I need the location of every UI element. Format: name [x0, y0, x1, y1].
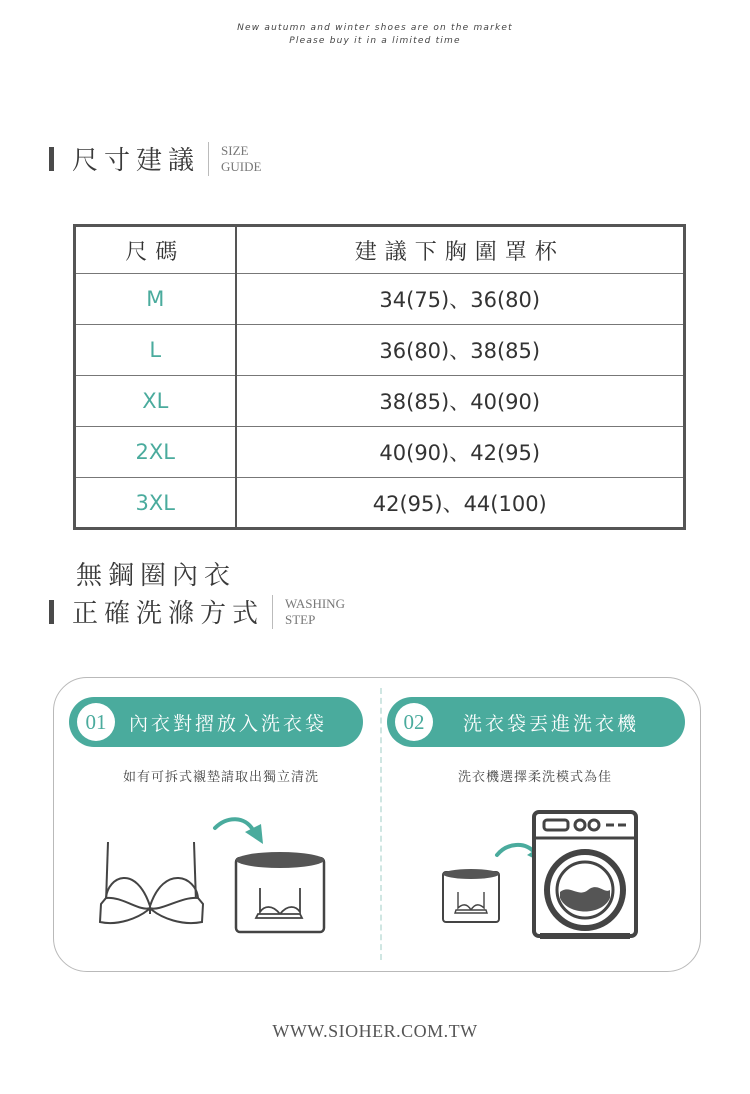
washing-machine-icon	[530, 808, 640, 942]
tagline-line-2: Please buy it in a limited time	[289, 36, 461, 46]
column-header-band: 建議下胸圍罩杯	[236, 226, 685, 274]
table-row	[75, 427, 685, 478]
size-cell: M	[75, 274, 236, 325]
heading-bar	[49, 600, 54, 624]
heading-bar	[49, 147, 54, 171]
step-2-pill	[387, 697, 685, 747]
size-cell: XL	[75, 376, 236, 427]
washing-title-line-2: 正確洗滌方式	[72, 599, 265, 629]
size-guide-en-line-2: GUIDE	[221, 158, 262, 174]
band-cell: 36(80)、38(85)	[236, 325, 685, 376]
band-cell: 40(90)、42(95)	[236, 427, 685, 478]
size-guide-title: 尺寸建議	[72, 146, 201, 176]
band-cell: 34(75)、36(80)	[236, 274, 685, 325]
table-row	[75, 376, 685, 427]
size-cell: 2XL	[75, 427, 236, 478]
laundry-bag-icon	[232, 848, 328, 938]
tagline	[0, 22, 750, 48]
step-2-number: 02	[395, 703, 433, 741]
laundry-bag-icon	[440, 866, 502, 926]
table-row	[75, 325, 685, 376]
heading-divider	[208, 142, 209, 176]
table-row	[75, 478, 685, 529]
bra-icon	[96, 836, 208, 928]
step-1-title: 內衣對摺放入洗衣袋	[129, 712, 328, 735]
band-cell: 38(85)、40(90)	[236, 376, 685, 427]
size-guide-en	[221, 143, 261, 175]
washing-en	[285, 596, 345, 628]
table-row	[75, 274, 685, 325]
size-guide-heading	[49, 140, 261, 177]
size-guide-en-line-1: SIZE	[221, 142, 249, 158]
size-cell: 3XL	[75, 478, 236, 529]
size-table	[73, 224, 686, 530]
heading-divider	[272, 595, 273, 629]
washing-en-line-2: STEP	[285, 611, 316, 627]
table-header-row	[75, 226, 685, 274]
washing-heading	[49, 593, 345, 630]
step-2-note: 洗衣機選擇柔洗模式為佳	[457, 770, 612, 785]
tagline-line-1: New autumn and winter shoes are on the market	[237, 23, 513, 33]
website-url: WWW.SIOHER.COM.TW	[272, 1021, 478, 1041]
step-divider	[380, 688, 382, 960]
band-cell: 42(95)、44(100)	[236, 478, 685, 529]
step-1-pill	[69, 697, 363, 747]
step-1-note: 如有可拆式襯墊請取出獨立清洗	[122, 770, 319, 785]
arrow-icon	[211, 814, 269, 846]
step-2-title: 洗衣袋丟進洗衣機	[463, 712, 640, 735]
column-header-size: 尺碼	[75, 226, 236, 274]
washing-title-line-1: 無鋼圈內衣	[76, 561, 237, 591]
size-cell: L	[75, 325, 236, 376]
step-1-number: 01	[77, 703, 115, 741]
washing-en-line-1: WASHING	[285, 595, 345, 611]
